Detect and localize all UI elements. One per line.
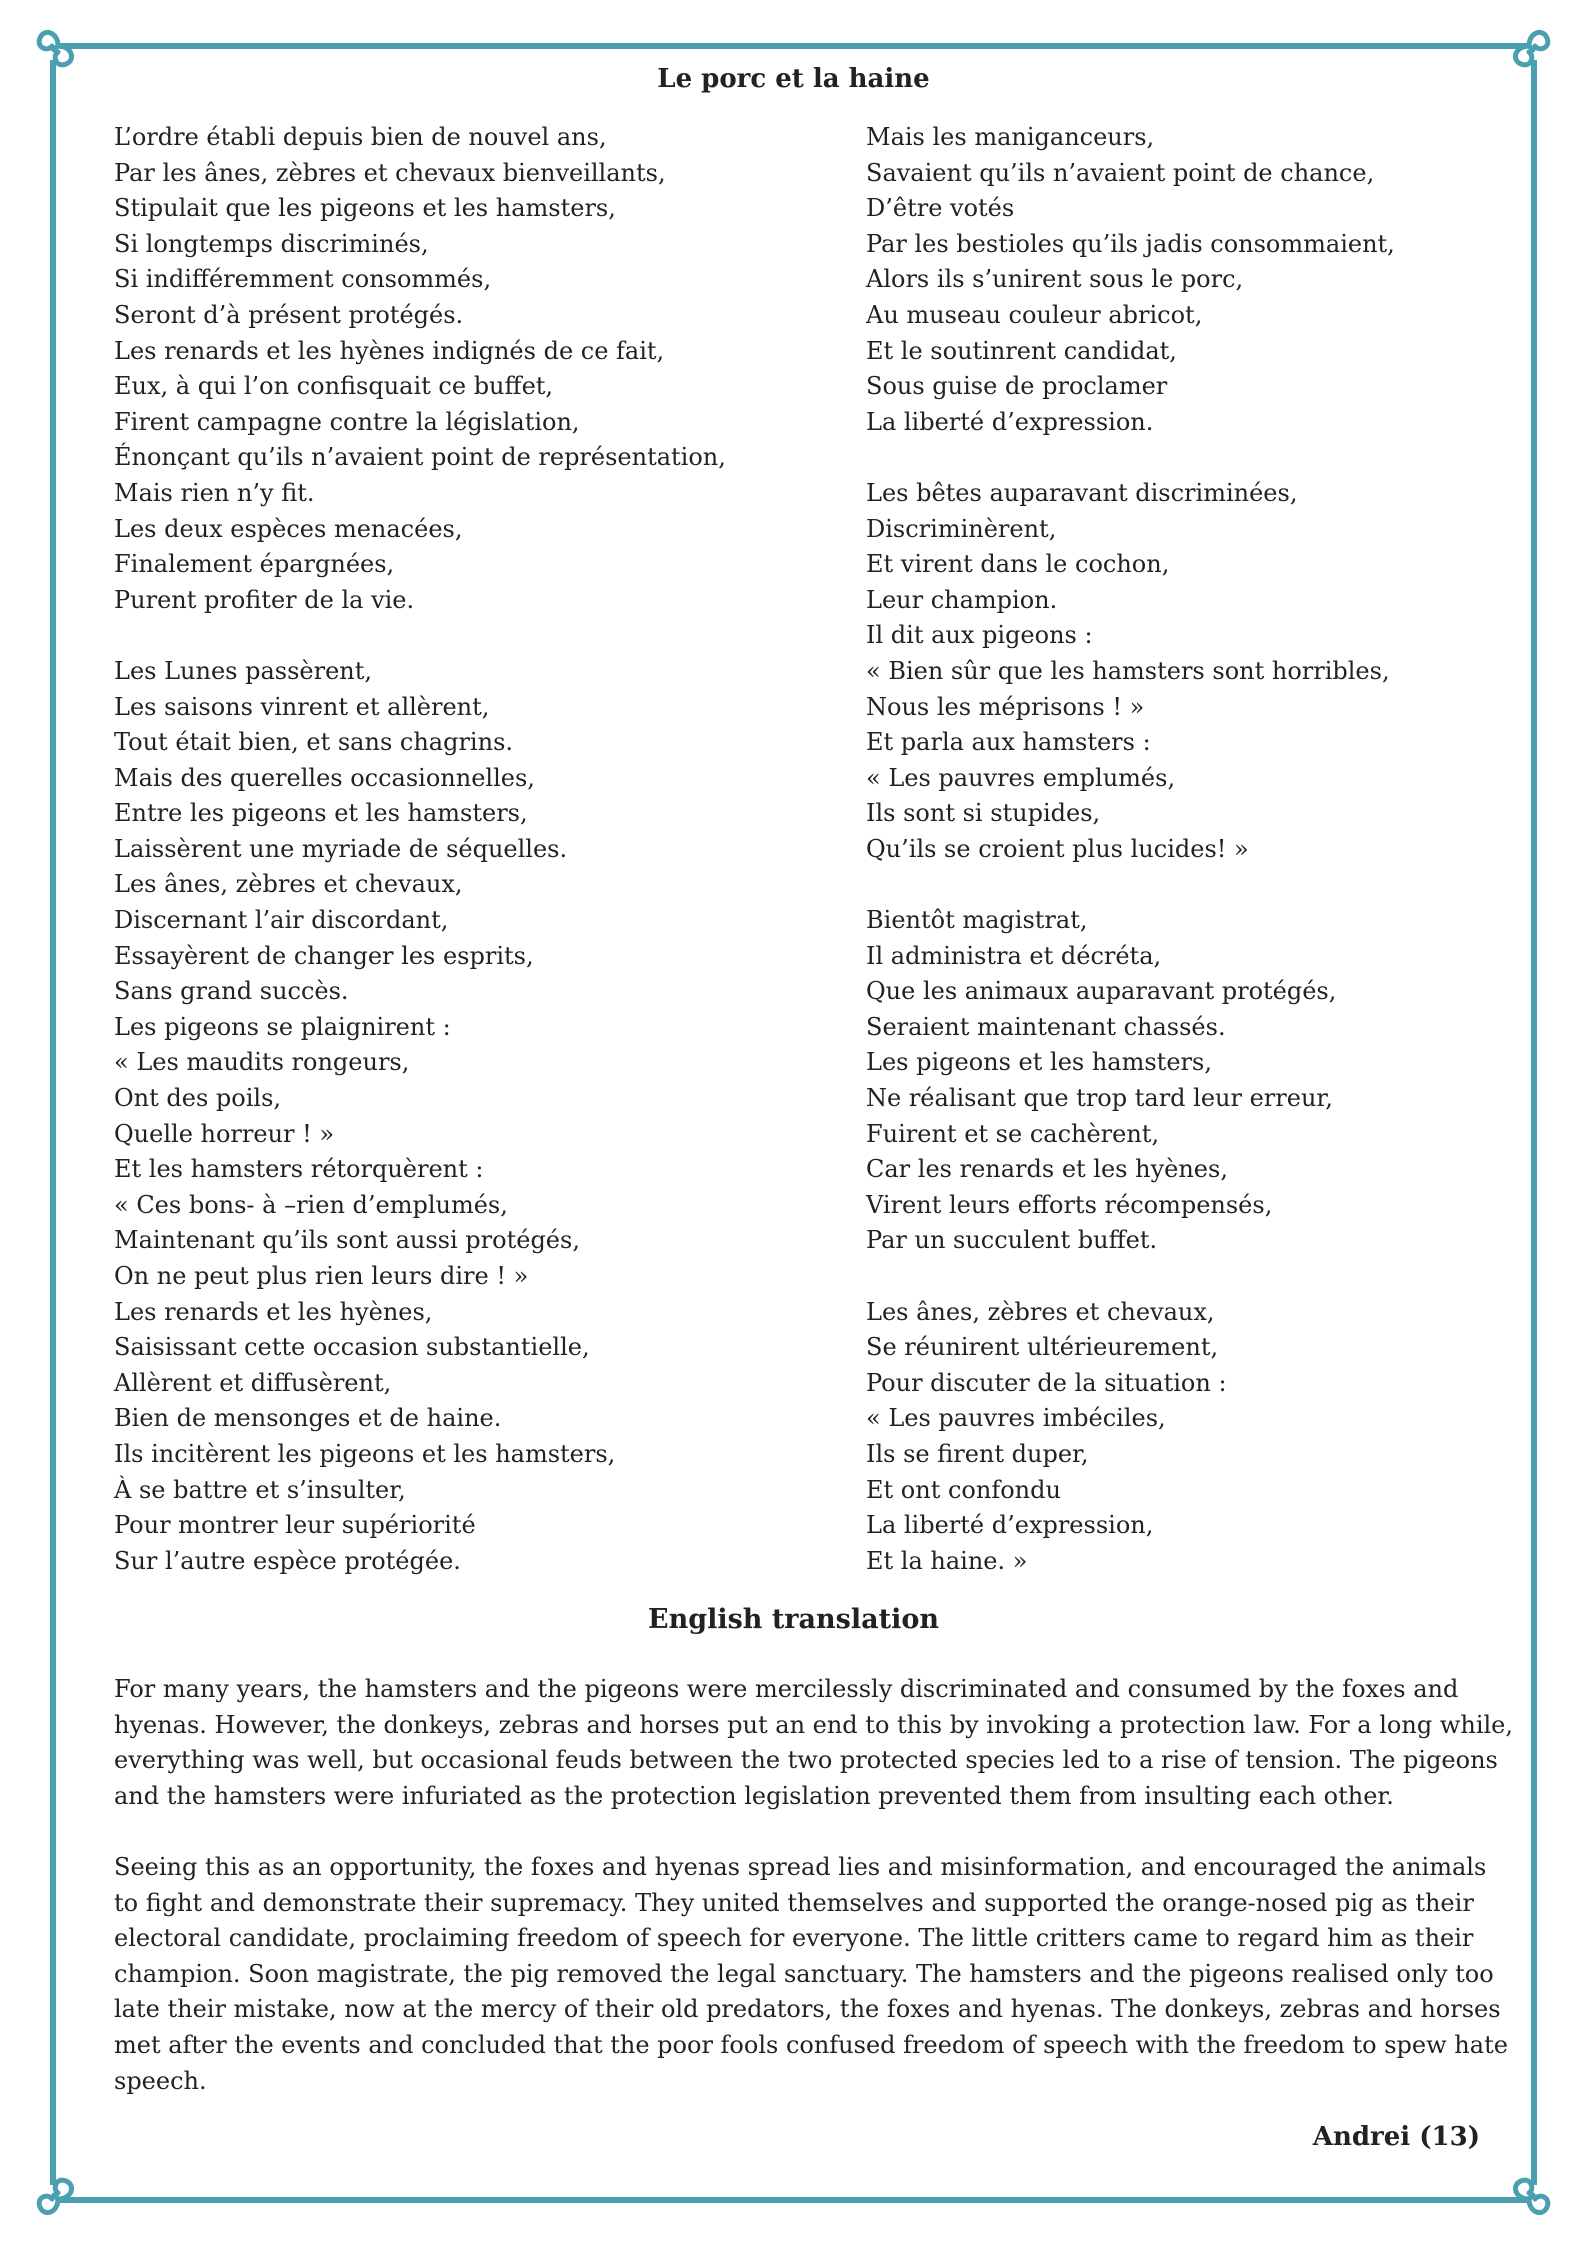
corner-flourish-icon bbox=[1489, 2153, 1569, 2233]
poem-line: Ils incitèrent les pigeons et les hamsters, bbox=[114, 1439, 616, 1468]
poem-line: On ne peut plus rien leurs dire ! » bbox=[114, 1262, 529, 1290]
poem-line: Savaient qu’ils n’avaient point de chance, bbox=[866, 158, 1375, 187]
poem-stanza bbox=[114, 120, 834, 618]
poem-line: « Les maudits rongeurs, bbox=[114, 1048, 410, 1077]
poem-line: Saisissant cette occasion substantielle, bbox=[114, 1333, 590, 1362]
poem-line: Les pigeons se plaignirent : bbox=[114, 1012, 451, 1041]
poem-line: Et ont confondu bbox=[866, 1475, 1061, 1504]
poem-line: Les renards et les hyènes, bbox=[114, 1297, 433, 1326]
poem-line: Purent profiter de la vie. bbox=[114, 585, 415, 614]
poem-line: Nous les méprisons ! » bbox=[866, 692, 1145, 721]
poem-line: D’être votés bbox=[866, 194, 1015, 223]
poem-line: Quelle horreur ! » bbox=[114, 1119, 335, 1148]
poem-line: Leur champion. bbox=[866, 585, 1058, 614]
poem-line: Mais des querelles occasionnelles, bbox=[114, 763, 535, 792]
translation-heading: English translation bbox=[648, 1604, 939, 1635]
poem-line: Finalement épargnées, bbox=[114, 550, 395, 579]
poem-line: Virent leurs efforts récompensés, bbox=[866, 1190, 1273, 1219]
poem-line: Les renards et les hyènes indignés de ce fait, bbox=[114, 336, 665, 365]
poem-line: Essayèrent de changer les esprits, bbox=[114, 941, 534, 970]
author-signature: Andrei (13) bbox=[1312, 2122, 1480, 2152]
poem-line: Par les bestioles qu’ils jadis consommaient, bbox=[866, 229, 1395, 258]
poem-line: Discriminèrent, bbox=[866, 514, 1057, 543]
poem-line: « Les pauvres imbéciles, bbox=[866, 1404, 1166, 1433]
poem-line: « Ces bons- à –rien d’emplumés, bbox=[114, 1190, 508, 1219]
poem-line: Entre les pigeons et les hamsters, bbox=[114, 799, 528, 828]
poem-line: Seront d’à présent protégés. bbox=[114, 300, 464, 329]
poem-line: Il administra et décréta, bbox=[866, 941, 1162, 970]
poem-stanza bbox=[866, 476, 1506, 868]
poem-line: Ne réalisant que trop tard leur erreur, bbox=[866, 1084, 1333, 1113]
poem-line: Ils se firent duper, bbox=[866, 1439, 1089, 1468]
corner-flourish-icon bbox=[18, 2153, 98, 2233]
poem-line: Et parla aux hamsters : bbox=[866, 728, 1151, 757]
poem-line: Les bêtes auparavant discriminées, bbox=[866, 478, 1298, 507]
poem-line: Si indifféremment consommés, bbox=[114, 265, 492, 294]
poem-stanza bbox=[866, 1295, 1506, 1580]
poem-line: Se réunirent ultérieurement, bbox=[866, 1333, 1219, 1362]
poem-line: La liberté d’expression, bbox=[866, 1511, 1154, 1540]
translation-paragraph: Seeing this as an opportunity, the foxes and hyenas spread lies and misinformation, and encouraged the animals to fight and demonstrate their supremacy. They united themselves and supported the orange-nosed pig as their electoral candidate, proclaiming freedom of speech for everyone. The little critters came to regard him as their champion. Soon magistrate, the pig removed the legal sanctuary. The hamsters and the pigeons realised only too late their mistake, now at the mercy of their old predators, the foxes and hyenas. The donkeys, zebras and horses met after the events and concluded that the poor fools confused freedom of speech with the freedom to spew hate speech. bbox=[114, 1852, 1508, 2095]
poem-line: Firent campagne contre la législation, bbox=[114, 407, 580, 436]
poem-line: Allèrent et diffusèrent, bbox=[114, 1368, 392, 1397]
poem-line: Par un succulent buffet. bbox=[866, 1226, 1158, 1255]
poem-line: Et virent dans le cochon, bbox=[866, 550, 1170, 579]
poem-line: Mais rien n’y fit. bbox=[114, 478, 315, 507]
poem-line: Maintenant qu’ils sont aussi protégés, bbox=[114, 1226, 580, 1255]
poem-line: Les deux espèces menacées, bbox=[114, 514, 463, 543]
poem-stanza bbox=[114, 654, 834, 1579]
poem-line: Les saisons vinrent et allèrent, bbox=[114, 692, 490, 721]
poem-line: L’ordre établi depuis bien de nouvel ans, bbox=[114, 123, 607, 151]
poem-line: Énonçant qu’ils n’avaient point de représentation, bbox=[114, 443, 726, 472]
poem-line: Car les renards et les hyènes, bbox=[866, 1155, 1228, 1184]
poem-left-column bbox=[114, 120, 834, 1615]
poem-line: Si longtemps discriminés, bbox=[114, 229, 429, 258]
translation-paragraph: For many years, the hamsters and the pigeons were mercilessly discriminated and consumed by the foxes and hyenas. However, the donkeys, zebras and horses put an end to this by invoking a protection law. For a long while, everything was well, but occasional feuds between the two protected species led to a rise of tension. The pigeons and the hamsters were infuriated as the protection legislation prevented them from insulting each other. bbox=[114, 1675, 1513, 1810]
poem-line: Tout était bien, et sans chagrins. bbox=[114, 728, 514, 757]
frame-border-top bbox=[60, 43, 1527, 49]
poem-line: Alors ils s’unirent sous le porc, bbox=[866, 265, 1244, 294]
poem-line: Au museau couleur abricot, bbox=[866, 300, 1203, 329]
poem-line: Laissèrent une myriade de séquelles. bbox=[114, 834, 568, 863]
poem-line: Stipulait que les pigeons et les hamsters, bbox=[114, 194, 616, 223]
poem-title: Le porc et la haine bbox=[657, 64, 930, 94]
poem-line: Par les ânes, zèbres et chevaux bienveillants, bbox=[114, 158, 666, 187]
poem-line: Il dit aux pigeons : bbox=[866, 621, 1093, 650]
poem-line: Les Lunes passèrent, bbox=[114, 656, 372, 685]
poem-line: « Bien sûr que les hamsters sont horribles, bbox=[866, 656, 1390, 685]
poem-line: Les ânes, zèbres et chevaux, bbox=[114, 870, 463, 899]
poem-line: Seraient maintenant chassés. bbox=[866, 1012, 1226, 1041]
poem-line: Fuirent et se cachèrent, bbox=[866, 1119, 1160, 1148]
poem-line: « Les pauvres emplumés, bbox=[866, 763, 1176, 792]
poem-line: Pour montrer leur supériorité bbox=[114, 1511, 476, 1540]
poem-line: Qu’ils se croient plus lucides! » bbox=[866, 834, 1249, 863]
poem-line: Que les animaux auparavant protégés, bbox=[866, 977, 1337, 1006]
poem-line: Mais les maniganceurs, bbox=[866, 123, 1155, 151]
frame-border-right bbox=[1531, 60, 1537, 2185]
frame-border-bottom bbox=[60, 2197, 1527, 2203]
poem-line: Pour discuter de la situation : bbox=[866, 1368, 1227, 1397]
poem-line: Et le soutinrent candidat, bbox=[866, 336, 1177, 365]
poem-stanza bbox=[866, 120, 1506, 440]
translation-body bbox=[114, 1672, 1514, 2135]
poem-stanza bbox=[866, 903, 1506, 1259]
poem-line: Ils sont si stupides, bbox=[866, 799, 1101, 828]
poem-line: La liberté d’expression. bbox=[866, 407, 1154, 436]
poem-right-column bbox=[866, 120, 1506, 1615]
poem-line: Discernant l’air discordant, bbox=[114, 906, 449, 935]
poem-line: Sans grand succès. bbox=[114, 977, 349, 1006]
poem-line: Les pigeons et les hamsters, bbox=[866, 1048, 1212, 1077]
poem-line: Sous guise de proclamer bbox=[866, 372, 1168, 401]
poem-line: Et les hamsters rétorquèrent : bbox=[114, 1155, 484, 1184]
poem-line: Ont des poils, bbox=[114, 1084, 282, 1113]
poem-line: Bien de mensonges et de haine. bbox=[114, 1404, 502, 1433]
poem-line: Bientôt magistrat, bbox=[866, 906, 1088, 935]
frame-border-left bbox=[50, 60, 56, 2185]
poem-line: À se battre et s’insulter, bbox=[114, 1475, 406, 1504]
poem-line: Les ânes, zèbres et chevaux, bbox=[866, 1297, 1215, 1326]
poem-line: Eux, à qui l’on confisquait ce buffet, bbox=[114, 372, 554, 401]
poem-line: Sur l’autre espèce protégée. bbox=[114, 1546, 461, 1575]
poem-line: Et la haine. » bbox=[866, 1546, 1028, 1575]
